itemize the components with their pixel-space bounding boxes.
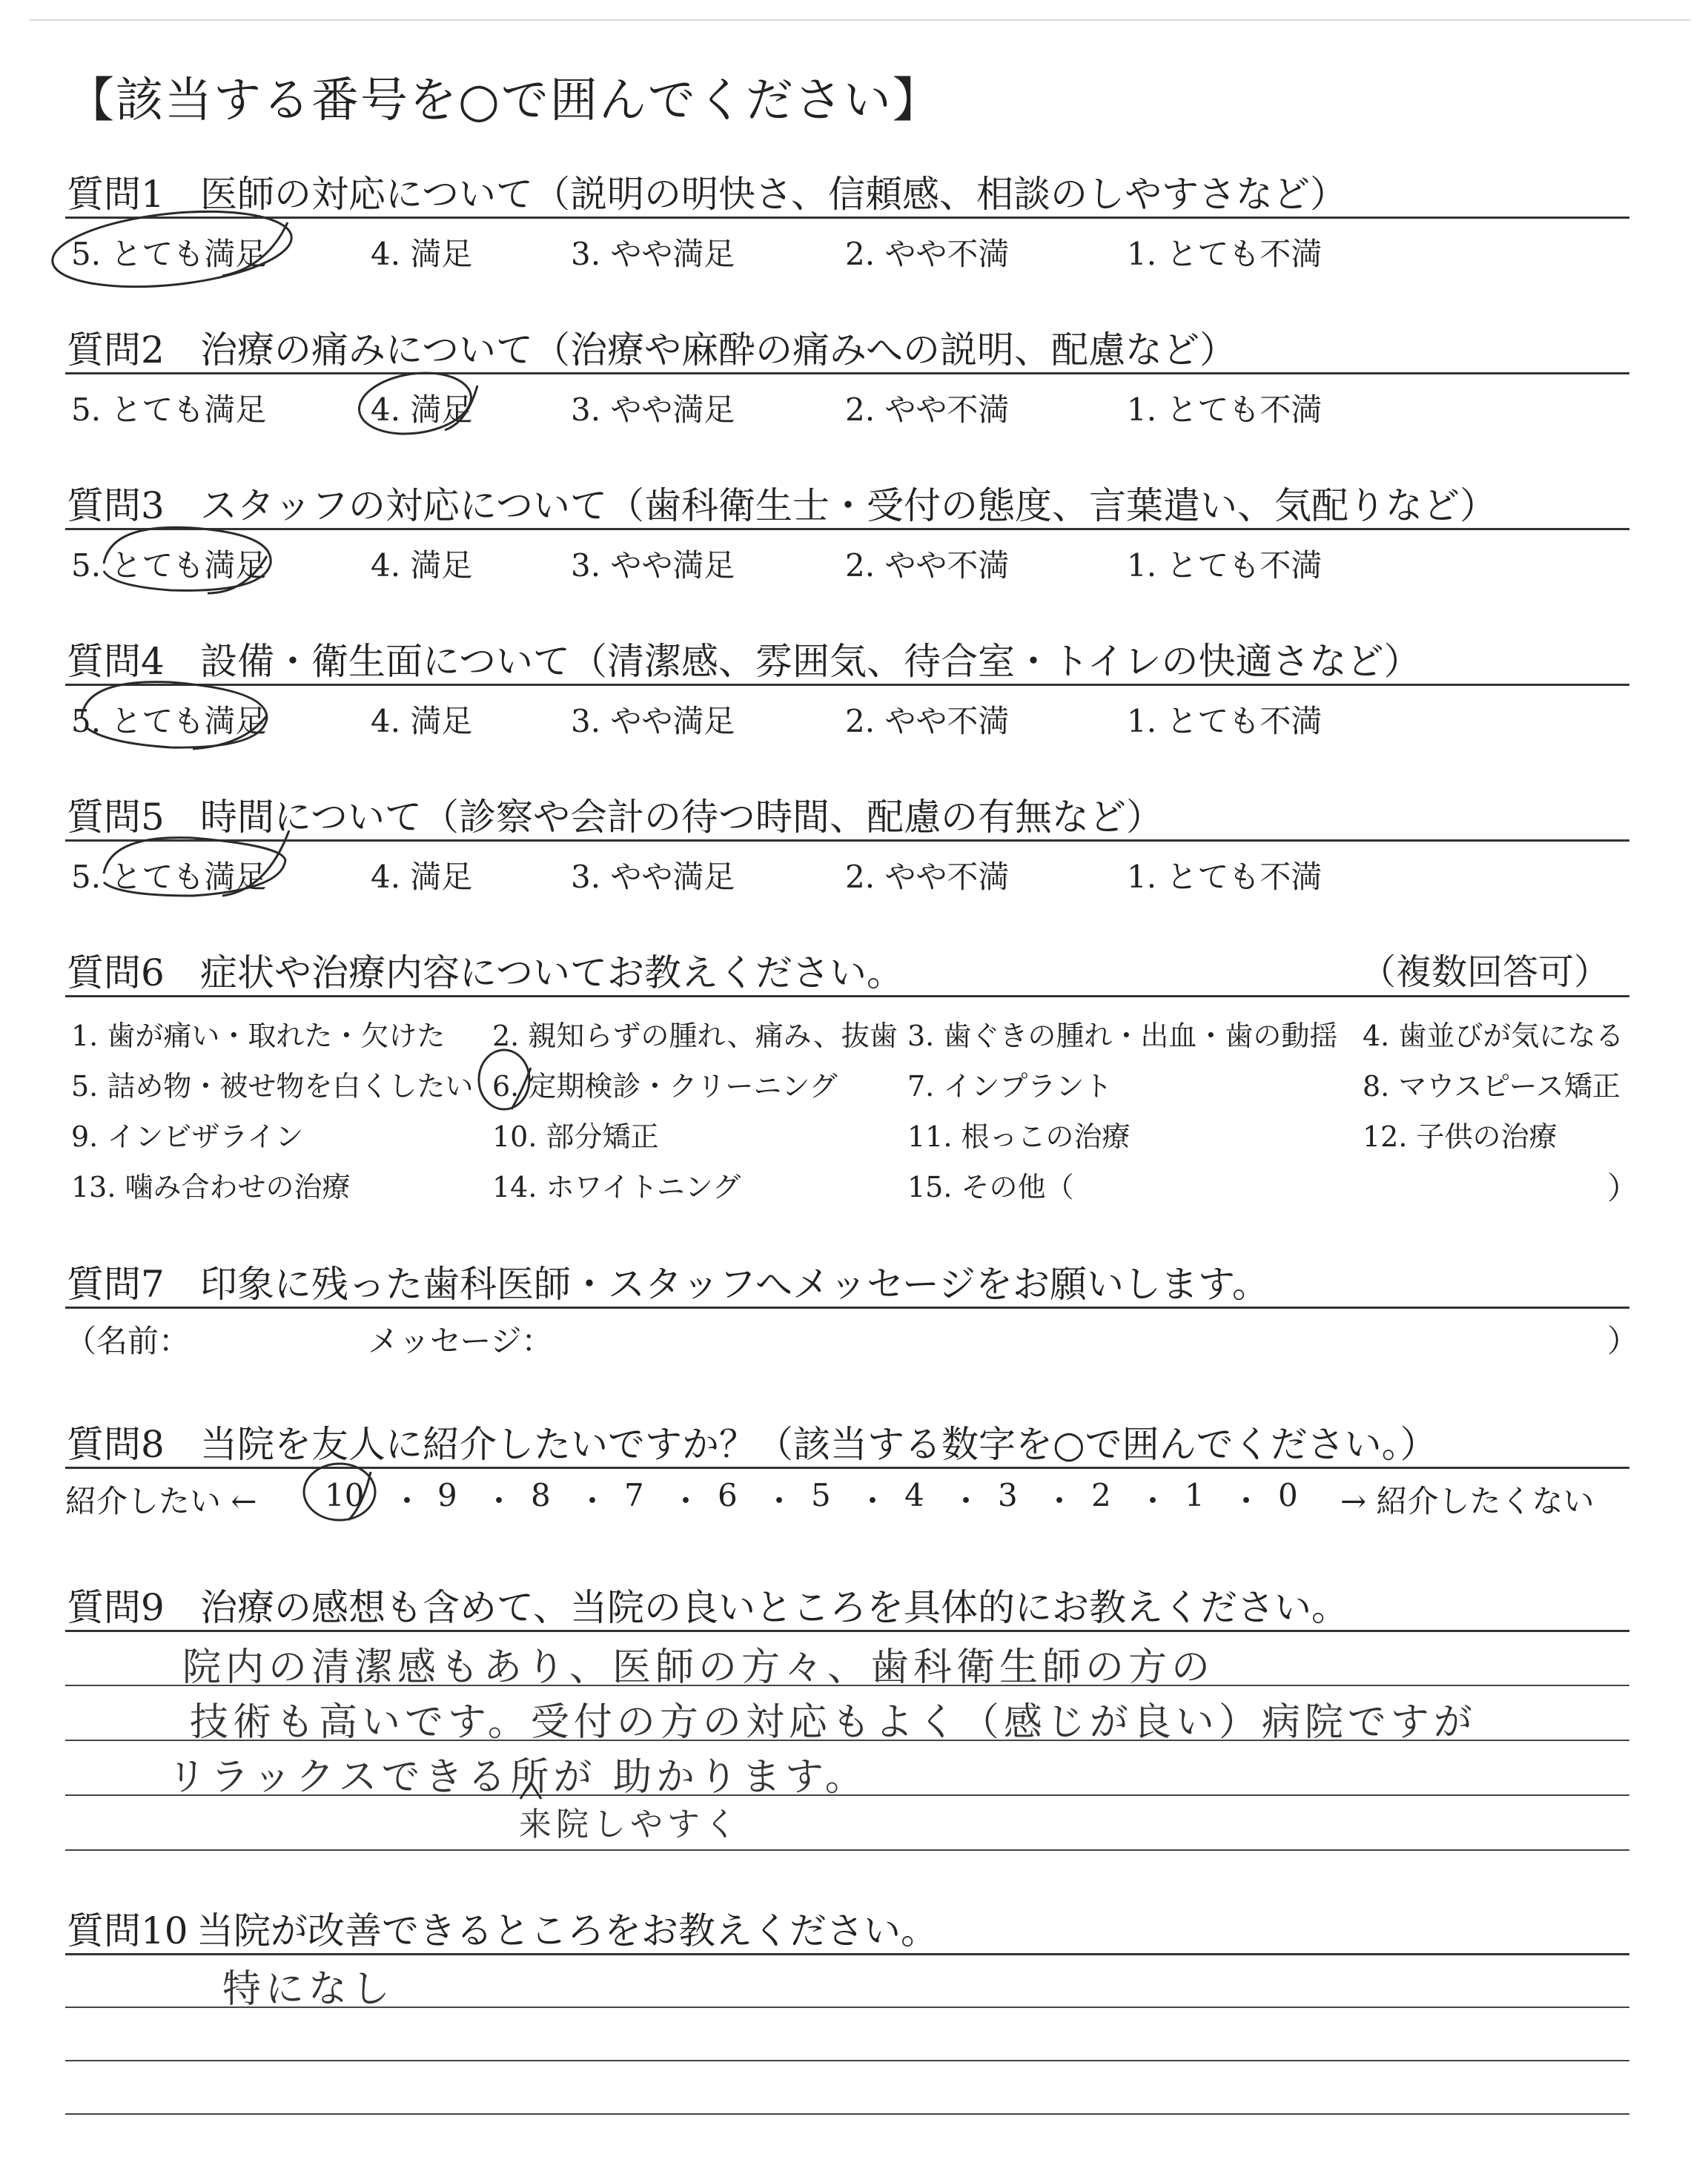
- question-8-text: 当院を友人に紹介したいですか？（該当する数字を○で囲んでください。）: [200, 1423, 1437, 1466]
- question-7-number: 質問7: [67, 1263, 165, 1306]
- q4-option-1[interactable]: 1. とても不満: [1127, 703, 1323, 739]
- q2-option-3[interactable]: 3. やや満足: [571, 392, 735, 428]
- question-6-number: 質問6: [67, 951, 165, 994]
- q3-option-2[interactable]: 2. やや不満: [845, 547, 1010, 584]
- q9-answer-line-1: 院内の清潔感もあり、医師の方々、歯科衛生師の方の: [182, 1645, 1215, 1690]
- q10-answer: 特になし: [222, 1967, 395, 2012]
- q8-separator: ・: [1137, 1483, 1169, 1519]
- q8-scale-7[interactable]: 7: [624, 1477, 644, 1513]
- q8-scale-4[interactable]: 4: [904, 1477, 924, 1513]
- q7-name-label: （名前：: [65, 1323, 191, 1359]
- q6-other-close-paren: ）: [1607, 1170, 1639, 1206]
- q5-option-4[interactable]: 4. 満足: [371, 859, 473, 895]
- question-9-title: [67, 1578, 1348, 1631]
- question-6-rule: [65, 995, 1629, 997]
- q8-separator: ・: [483, 1483, 515, 1519]
- q4-option-5[interactable]: 5. とても満足: [71, 703, 267, 739]
- q8-left-label: 紹介したい ←: [65, 1483, 257, 1519]
- question-1-rule: [65, 217, 1629, 219]
- question-7-rule: [65, 1307, 1629, 1309]
- q8-right-label: → 紹介したくない: [1340, 1483, 1595, 1519]
- question-10-title: [67, 1901, 938, 1955]
- q6-option-6[interactable]: 6. 定期検診・クリーニング: [492, 1070, 838, 1103]
- q3-option-3[interactable]: 3. やや満足: [571, 547, 735, 584]
- q6-option-15[interactable]: 15. その他（: [907, 1171, 1074, 1203]
- answer-line: [65, 2113, 1629, 2115]
- q4-option-2[interactable]: 2. やや不満: [845, 703, 1010, 739]
- q1-option-3[interactable]: 3. やや満足: [571, 236, 735, 272]
- question-10-text: 当院が改善できるところをお教えください。: [196, 1909, 938, 1952]
- q1-option-2[interactable]: 2. やや不満: [845, 236, 1010, 272]
- q9-answer-insertion: 来院しやすく: [519, 1806, 741, 1843]
- answer-line: [65, 2060, 1629, 2061]
- q1-option-5[interactable]: 5. とても満足: [71, 236, 267, 272]
- question-3-number: 質問3: [67, 484, 165, 527]
- question-5-text: 時間について（診察や会計の待つ時間、配慮の有無など）: [200, 796, 1163, 839]
- q8-separator: ・: [857, 1483, 889, 1519]
- q8-scale-5[interactable]: 5: [811, 1477, 831, 1513]
- q3-option-5[interactable]: 5. とても満足: [71, 547, 267, 584]
- question-8-title: [67, 1415, 1437, 1468]
- q6-option-8[interactable]: 8. マウスピース矯正: [1363, 1070, 1621, 1103]
- q6-option-11[interactable]: 11. 根っこの治療: [907, 1120, 1131, 1153]
- question-9-rule: [65, 1630, 1629, 1632]
- top-rule: [30, 19, 1690, 21]
- q3-option-1[interactable]: 1. とても不満: [1127, 547, 1323, 584]
- question-3-rule: [65, 528, 1629, 530]
- question-6-title: [67, 943, 904, 997]
- q4-option-3[interactable]: 3. やや満足: [571, 703, 735, 739]
- question-2-title: [67, 320, 1237, 374]
- q8-scale-6[interactable]: 6: [718, 1477, 738, 1513]
- q6-option-14[interactable]: 14. ホワイトニング: [492, 1171, 741, 1203]
- question-5-number: 質問5: [67, 796, 165, 839]
- q6-option-4[interactable]: 4. 歯並びが気になる: [1363, 1020, 1624, 1052]
- q6-option-9[interactable]: 9. インビザライン: [71, 1120, 304, 1153]
- q6-option-13[interactable]: 13. 噛み合わせの治療: [71, 1171, 351, 1203]
- q8-scale-8[interactable]: 8: [531, 1477, 551, 1513]
- q6-option-12[interactable]: 12. 子供の治療: [1363, 1120, 1558, 1153]
- question-9-number: 質問9: [67, 1586, 165, 1629]
- question-6-text: 症状や治療内容についてお教えください。: [200, 951, 904, 994]
- question-4-rule: [65, 684, 1629, 686]
- q2-option-5[interactable]: 5. とても満足: [71, 392, 267, 428]
- q8-separator: ・: [1044, 1483, 1076, 1519]
- page-title: 【該当する番号を○で囲んでください】: [67, 73, 941, 128]
- q8-separator: ・: [670, 1483, 702, 1519]
- q8-separator: ・: [391, 1483, 423, 1519]
- q8-scale-10[interactable]: 10: [325, 1477, 365, 1513]
- q5-option-2[interactable]: 2. やや不満: [845, 859, 1010, 895]
- question-10-rule: [65, 1953, 1629, 1955]
- answer-line: [65, 1849, 1629, 1851]
- q1-option-1[interactable]: 1. とても不満: [1127, 236, 1323, 272]
- q4-option-4[interactable]: 4. 満足: [371, 703, 473, 739]
- question-4-text: 設備・衛生面について（清潔感、雰囲気、待合室・トイレの快適さなど）: [200, 640, 1421, 683]
- q8-scale-9[interactable]: 9: [437, 1477, 457, 1513]
- q6-option-3[interactable]: 3. 歯ぐきの腫れ・出血・歯の動揺: [907, 1020, 1338, 1052]
- question-1-title: [67, 165, 1347, 218]
- q1-option-4[interactable]: 4. 満足: [371, 236, 473, 272]
- q2-option-2[interactable]: 2. やや不満: [845, 392, 1010, 428]
- q8-separator: ・: [764, 1483, 795, 1519]
- q9-answer-line-3: リラックスできる所が 助かります。: [168, 1755, 868, 1800]
- q8-scale-2[interactable]: 2: [1091, 1477, 1111, 1513]
- q5-option-1[interactable]: 1. とても不満: [1127, 859, 1323, 895]
- question-7-text: 印象に残った歯科医師・スタッフへメッセージをお願いします。: [200, 1263, 1269, 1306]
- q8-separator: ・: [577, 1483, 609, 1519]
- question-2-number: 質問2: [67, 328, 165, 371]
- question-10-number: 質問10: [67, 1909, 188, 1952]
- q7-message-label: メッセージ：: [368, 1323, 553, 1359]
- multiple-answers-note: （複数回答可）: [1360, 951, 1610, 993]
- question-8-rule: [65, 1467, 1629, 1469]
- question-1-number: 質問1: [67, 173, 165, 216]
- q8-scale-1[interactable]: 1: [1185, 1477, 1205, 1513]
- q8-scale-3[interactable]: 3: [998, 1477, 1018, 1513]
- q6-option-7[interactable]: 7. インプラント: [907, 1070, 1113, 1103]
- question-5-title: [67, 787, 1163, 841]
- question-5-rule: [65, 839, 1629, 842]
- question-4-title: [67, 632, 1421, 685]
- question-8-number: 質問8: [67, 1423, 165, 1466]
- question-3-text: スタッフの対応について（歯科衛生士・受付の態度、言葉遣い、気配りなど）: [200, 484, 1497, 527]
- q6-option-2[interactable]: 2. 親知らずの腫れ、痛み、抜歯: [492, 1020, 898, 1052]
- question-1-text: 医師の対応について（説明の明快さ、信頼感、相談のしやすさなど）: [200, 173, 1347, 216]
- question-4-number: 質問4: [67, 640, 165, 683]
- q8-separator: ・: [950, 1483, 982, 1519]
- question-7-title: [67, 1255, 1269, 1308]
- q3-option-4[interactable]: 4. 満足: [371, 547, 473, 584]
- q6-option-10[interactable]: 10. 部分矯正: [492, 1120, 659, 1153]
- q2-option-4[interactable]: 4. 満足: [371, 392, 473, 428]
- q2-option-1[interactable]: 1. とても不満: [1127, 392, 1323, 428]
- question-9-text: 治療の感想も含めて、当院の良いところを具体的にお教えください。: [200, 1586, 1348, 1629]
- question-2-rule: [65, 372, 1629, 374]
- question-2-text: 治療の痛みについて（治療や麻酔の痛みへの説明、配慮など）: [200, 328, 1237, 371]
- q8-scale-0[interactable]: 0: [1278, 1477, 1298, 1513]
- q8-separator: ・: [1231, 1483, 1262, 1519]
- q6-option-1[interactable]: 1. 歯が痛い・取れた・欠けた: [71, 1020, 446, 1052]
- q5-option-5[interactable]: 5. とても満足: [71, 859, 267, 895]
- q7-close-paren: ）: [1607, 1323, 1639, 1359]
- question-3-title: [67, 476, 1497, 529]
- q9-answer-line-2: 技術も高いです。受付の方の対応もよく（感じが良い）病院ですが: [190, 1700, 1477, 1745]
- q5-option-3[interactable]: 3. やや満足: [571, 859, 735, 895]
- q6-option-5[interactable]: 5. 詰め物・被せ物を白くしたい: [71, 1070, 474, 1103]
